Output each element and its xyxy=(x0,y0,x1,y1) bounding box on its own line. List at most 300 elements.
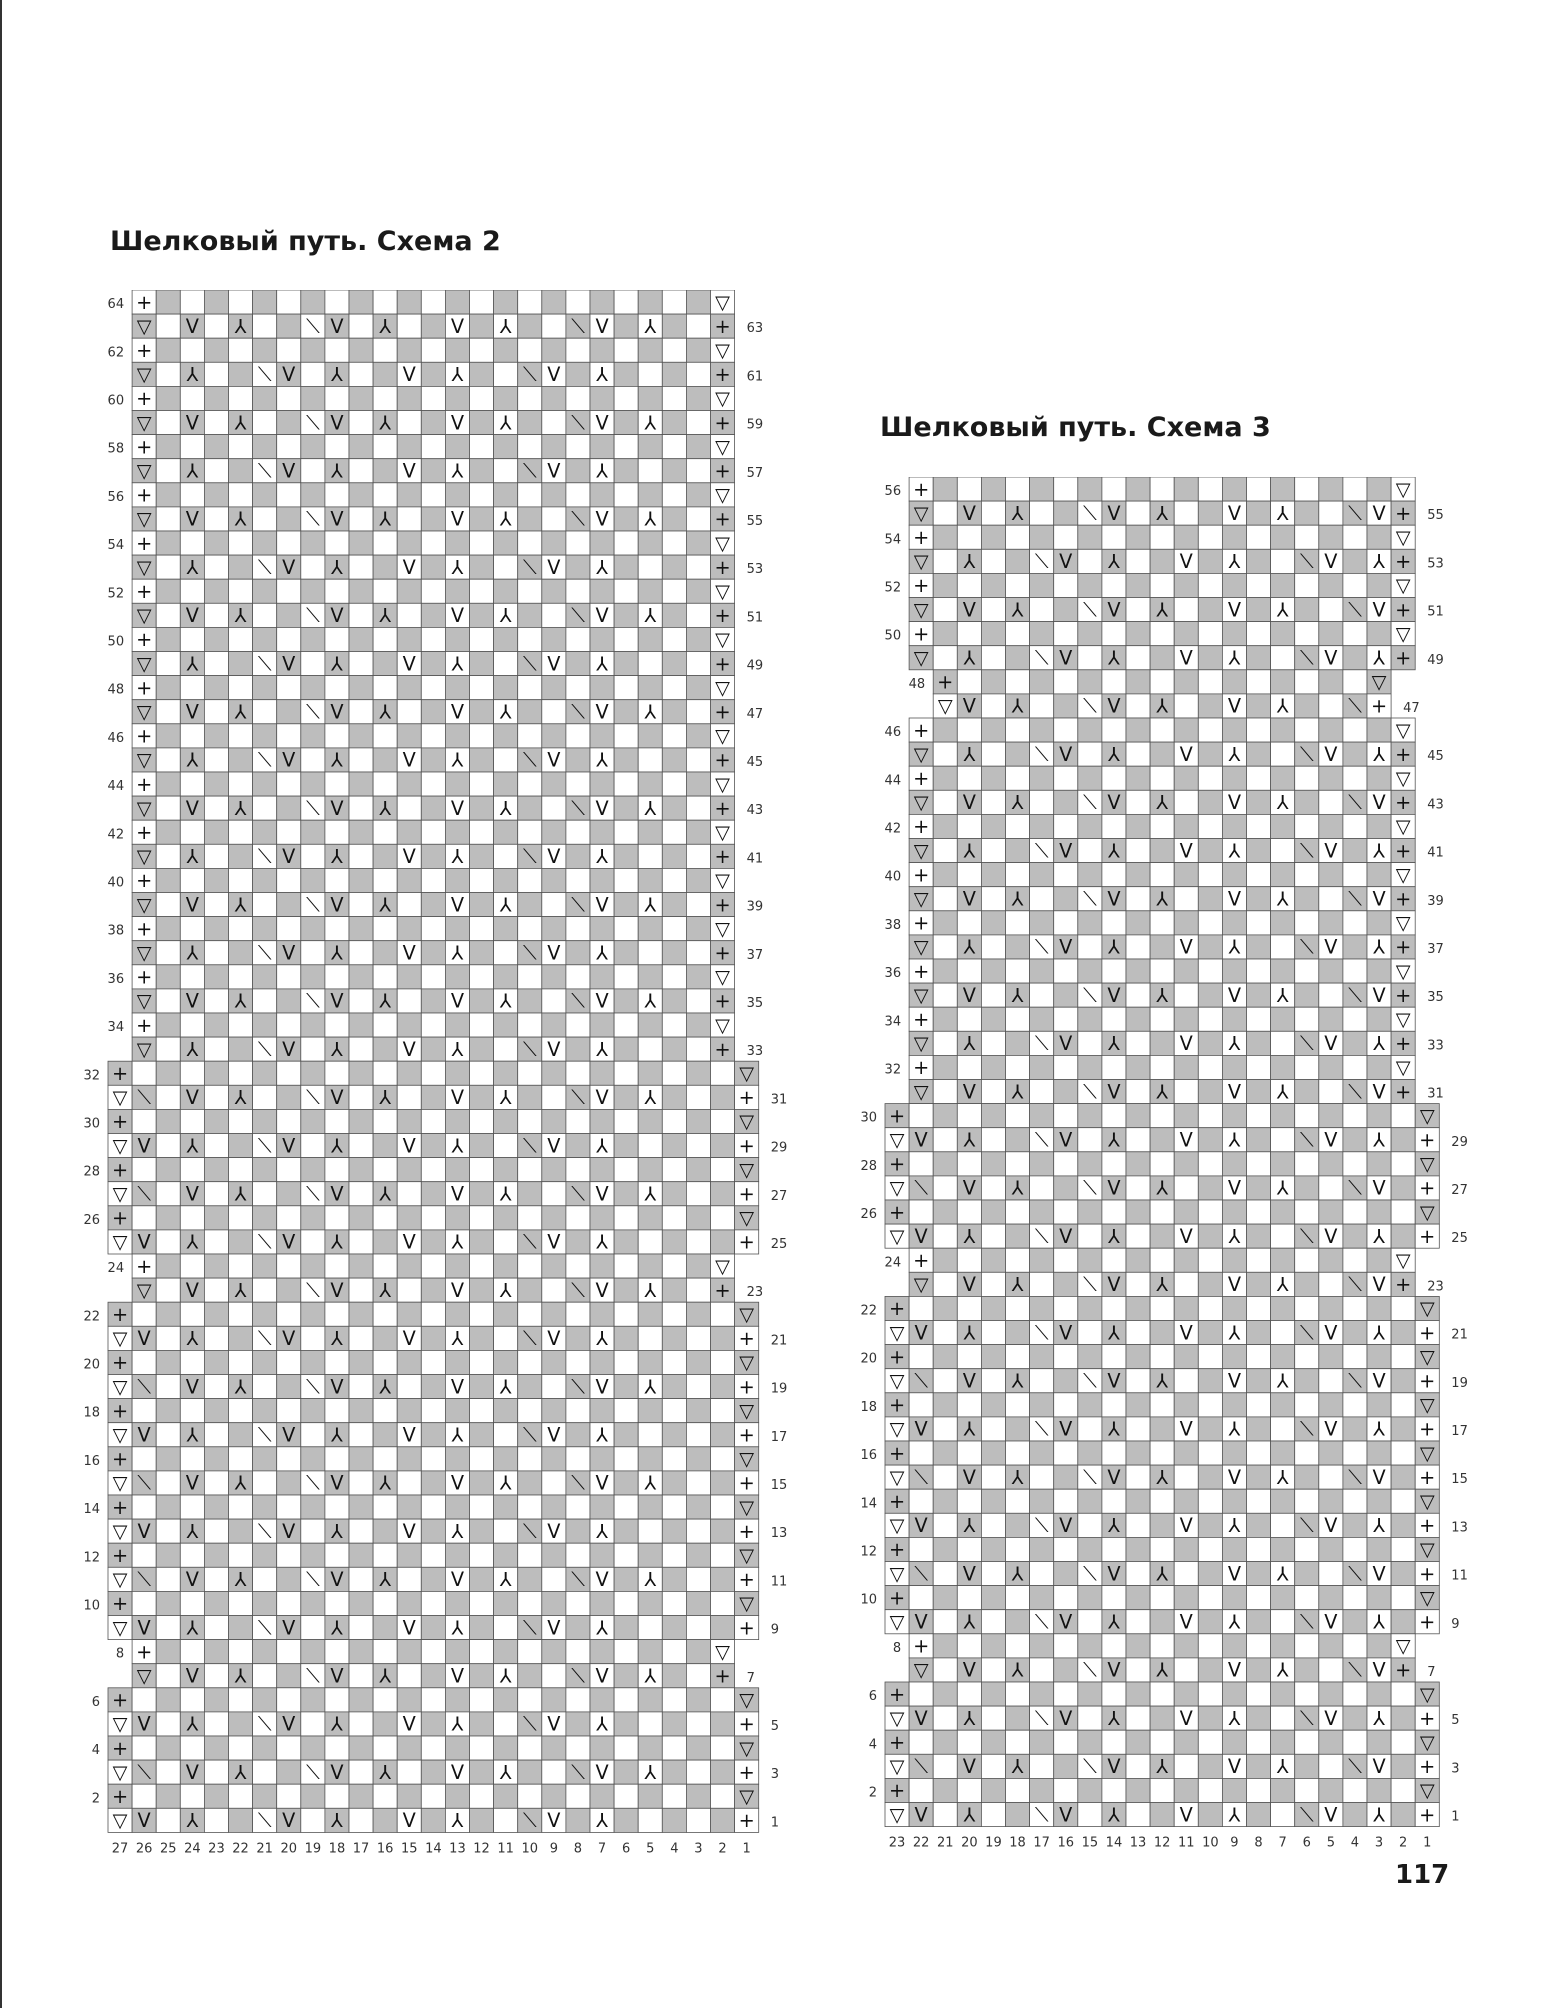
scheme2-cell xyxy=(349,796,373,820)
scheme3-cell xyxy=(909,1586,933,1610)
scheme2-cell xyxy=(277,868,301,892)
scheme3-cell xyxy=(1174,1489,1198,1513)
scheme3-cell xyxy=(1006,959,1030,983)
scheme3-cell xyxy=(1198,935,1222,959)
scheme2-cell xyxy=(638,1158,662,1182)
scheme3-row-number: 11 xyxy=(1451,1568,1468,1584)
scheme3-row-number: 25 xyxy=(1451,1231,1468,1247)
scheme2-cell xyxy=(349,314,373,338)
scheme2-cell xyxy=(373,483,397,507)
scheme2-stitch-symbol: ⅄ xyxy=(451,1037,464,1061)
scheme3-cell xyxy=(1198,598,1222,622)
scheme3-stitch-symbol: ▽ xyxy=(889,1369,905,1393)
scheme2-cell xyxy=(686,507,710,531)
scheme2-stitch-symbol: + xyxy=(738,1809,755,1833)
scheme3-cell xyxy=(1078,1104,1102,1128)
scheme2-cell xyxy=(614,868,638,892)
scheme2-cell xyxy=(711,1230,735,1254)
scheme2-row-number: 53 xyxy=(746,562,764,578)
scheme2-cell xyxy=(662,700,686,724)
scheme2-stitch-symbol: ⅄ xyxy=(451,845,464,869)
scheme3-cell xyxy=(1295,911,1319,935)
scheme3-cell xyxy=(1319,525,1343,549)
scheme2-cell xyxy=(614,435,638,459)
scheme2-row-number: 15 xyxy=(770,1477,788,1493)
scheme2-stitch-symbol: + xyxy=(111,1447,129,1471)
scheme2-cell xyxy=(590,1736,614,1760)
scheme2-cell xyxy=(470,1736,494,1760)
scheme3-cell xyxy=(1078,477,1102,501)
scheme3-cell xyxy=(1174,1465,1198,1489)
scheme2-cell xyxy=(470,1712,494,1736)
scheme2-cell xyxy=(542,700,566,724)
scheme2-stitch-symbol: ⟍ xyxy=(257,1230,272,1254)
scheme2-cell xyxy=(470,1013,494,1037)
scheme3-row-number: 49 xyxy=(1427,652,1444,668)
scheme2-column-number: 16 xyxy=(376,1841,394,1857)
scheme2-stitch-symbol: ⅄ xyxy=(596,1134,608,1158)
scheme2-cell xyxy=(614,676,638,700)
scheme2-cell xyxy=(397,1688,421,1712)
scheme3-cell xyxy=(1174,1296,1198,1320)
scheme3-cell xyxy=(1271,1248,1295,1272)
scheme3-stitch-symbol: V xyxy=(1324,1224,1338,1248)
scheme2-cell xyxy=(156,483,180,507)
scheme2-cell xyxy=(662,627,686,651)
scheme3-cell xyxy=(1102,1345,1126,1369)
scheme2-cell xyxy=(253,724,277,748)
scheme2-cell xyxy=(397,1760,421,1784)
scheme3-stitch-symbol: V xyxy=(1107,791,1121,815)
scheme2-cell xyxy=(204,748,228,772)
scheme3-stitch-symbol: ⅄ xyxy=(1108,550,1120,574)
scheme3-cell xyxy=(1030,814,1054,838)
scheme2-cell xyxy=(590,917,614,941)
scheme3-cell xyxy=(1150,1803,1174,1827)
scheme3-cell xyxy=(1126,694,1150,718)
scheme3-cell xyxy=(1126,1803,1150,1827)
scheme2-cell xyxy=(421,338,445,362)
scheme2-cell xyxy=(518,893,542,917)
scheme3-cell xyxy=(1198,1152,1222,1176)
scheme3-stitch-symbol: ▽ xyxy=(913,550,929,574)
scheme3-stitch-symbol: + xyxy=(1419,1176,1436,1200)
scheme2-cell xyxy=(542,1158,566,1182)
scheme2-cell xyxy=(349,868,373,892)
scheme2-cell xyxy=(301,459,325,483)
scheme2-cell xyxy=(518,627,542,651)
scheme3-stitch-symbol: ⅄ xyxy=(1011,1465,1024,1489)
scheme2-cell xyxy=(590,1399,614,1423)
scheme2-stitch-symbol: ⅄ xyxy=(379,1086,392,1110)
scheme2-stitch-symbol: ⅄ xyxy=(331,1809,343,1833)
scheme2-cell xyxy=(301,1037,325,1061)
scheme3-stitch-symbol: ▽ xyxy=(1419,1345,1435,1369)
scheme2-cell xyxy=(662,507,686,531)
scheme2-cell xyxy=(638,483,662,507)
scheme2-cell xyxy=(204,1423,228,1447)
scheme2-cell xyxy=(638,338,662,362)
scheme3-cell xyxy=(981,477,1005,501)
scheme3-cell xyxy=(933,790,957,814)
scheme3-cell xyxy=(1271,646,1295,670)
scheme2-stitch-symbol: + xyxy=(714,1278,731,1302)
scheme3-cell xyxy=(981,863,1005,887)
scheme2-cell xyxy=(397,435,421,459)
scheme2-cell xyxy=(156,1134,180,1158)
scheme3-cell xyxy=(1006,1417,1030,1441)
scheme2-cell xyxy=(132,1688,156,1712)
scheme2-cell xyxy=(686,1158,710,1182)
scheme2-row-number: 16 xyxy=(83,1453,100,1469)
scheme2-cell xyxy=(686,411,710,435)
scheme3-cell xyxy=(1150,1055,1174,1079)
scheme2-cell xyxy=(566,1591,590,1615)
scheme2-stitch-symbol: V xyxy=(185,1375,199,1399)
scheme3-cell xyxy=(1295,1176,1319,1200)
scheme2-cell xyxy=(397,1664,421,1688)
scheme2-cell xyxy=(301,1230,325,1254)
scheme2-cell xyxy=(686,1326,710,1350)
scheme3-stitch-symbol: V xyxy=(1107,1273,1121,1297)
scheme2-cell xyxy=(277,724,301,748)
scheme3-row-number: 50 xyxy=(884,628,902,644)
scheme2-cell xyxy=(470,941,494,965)
scheme2-stitch-symbol: V xyxy=(595,1278,609,1302)
scheme2-stitch-symbol: V xyxy=(450,1182,465,1206)
scheme2-cell xyxy=(373,1688,397,1712)
scheme2-cell xyxy=(494,1447,518,1471)
scheme2-cell xyxy=(662,386,686,410)
scheme2-cell xyxy=(229,941,253,965)
scheme3-cell xyxy=(1030,1754,1054,1778)
scheme3-stitch-symbol: ⟍ xyxy=(1034,1803,1049,1827)
scheme3-stitch-symbol: V xyxy=(1179,1514,1193,1538)
scheme2-stitch-symbol: ⅄ xyxy=(186,652,199,676)
scheme2-stitch-symbol: V xyxy=(450,1086,465,1110)
scheme3-cell xyxy=(981,1706,1005,1730)
scheme2-stitch-symbol: + xyxy=(136,1013,153,1037)
scheme3-cell xyxy=(1078,1706,1102,1730)
scheme2-cell xyxy=(325,483,349,507)
scheme2-stitch-symbol: + xyxy=(738,1519,755,1543)
scheme2-stitch-symbol: ⟍ xyxy=(523,555,537,579)
scheme3-cell xyxy=(1295,1682,1319,1706)
scheme2-cell xyxy=(662,1616,686,1640)
scheme3-row-number: 22 xyxy=(860,1303,877,1319)
scheme3-cell xyxy=(1319,1489,1343,1513)
scheme3-stitch-symbol: ▽ xyxy=(1395,574,1411,598)
scheme3-stitch-symbol: V xyxy=(1372,1273,1386,1297)
scheme2-stitch-symbol: + xyxy=(738,1327,755,1351)
scheme3-cell xyxy=(933,1007,957,1031)
scheme2-cell xyxy=(397,1109,421,1133)
scheme3-cell xyxy=(981,1104,1005,1128)
scheme3-cell xyxy=(1271,1007,1295,1031)
scheme2-cell xyxy=(301,1616,325,1640)
scheme3-stitch-symbol: + xyxy=(888,1538,906,1562)
scheme3-cell xyxy=(1126,1369,1150,1393)
scheme2-cell xyxy=(373,1254,397,1278)
scheme3-cell xyxy=(1030,525,1054,549)
scheme3-cell xyxy=(1126,646,1150,670)
scheme3-cell xyxy=(1150,1417,1174,1441)
scheme3-stitch-symbol: ⅄ xyxy=(1011,1369,1024,1393)
scheme3-stitch-symbol: ⅄ xyxy=(1156,1369,1169,1393)
scheme3-stitch-symbol: ⟍ xyxy=(1348,501,1362,525)
scheme2-cell xyxy=(686,555,710,579)
scheme2-cell xyxy=(614,483,638,507)
scheme2-cell xyxy=(180,531,204,555)
scheme2-row-number: 63 xyxy=(746,321,764,337)
scheme2-cell xyxy=(445,1543,469,1567)
scheme3-stitch-symbol: ▽ xyxy=(889,1610,905,1634)
scheme2-stitch-symbol: ⅄ xyxy=(331,1037,343,1061)
scheme2-cell xyxy=(277,893,301,917)
scheme2-cell xyxy=(590,579,614,603)
scheme3-stitch-symbol: + xyxy=(1395,742,1412,766)
scheme2-stitch-symbol: ▽ xyxy=(136,700,152,724)
scheme2-cell xyxy=(156,1688,180,1712)
scheme2-stitch-symbol: ▽ xyxy=(136,1664,152,1688)
scheme3-cell xyxy=(1391,1754,1415,1778)
scheme2-cell xyxy=(638,362,662,386)
scheme3-row-number: 19 xyxy=(1451,1375,1468,1391)
scheme3-cell xyxy=(1054,694,1078,718)
scheme2-cell xyxy=(229,1302,253,1326)
scheme3-stitch-symbol: ⅄ xyxy=(963,1321,976,1345)
scheme2-cell xyxy=(229,1591,253,1615)
scheme3-stitch-symbol: ⅄ xyxy=(1108,646,1120,670)
scheme2-cell xyxy=(470,1808,494,1832)
scheme3-cell xyxy=(1198,1393,1222,1417)
scheme3-stitch-symbol: ▽ xyxy=(889,1128,905,1152)
scheme3-cell xyxy=(1150,646,1174,670)
scheme3-cell xyxy=(1319,766,1343,790)
scheme2-stitch-symbol: ⅄ xyxy=(379,700,392,724)
scheme3-cell xyxy=(1343,1345,1367,1369)
scheme3-stitch-symbol: + xyxy=(913,1248,930,1272)
scheme2-cell xyxy=(542,507,566,531)
scheme3-cell xyxy=(1006,670,1030,694)
scheme3-stitch-symbol: ▽ xyxy=(913,1273,929,1297)
scheme2-cell xyxy=(180,1495,204,1519)
scheme2-row-number: 11 xyxy=(770,1574,788,1590)
scheme3-stitch-symbol: V xyxy=(1059,1321,1073,1345)
scheme3-cell xyxy=(1174,622,1198,646)
scheme3-row-number: 26 xyxy=(860,1207,877,1223)
scheme2-stitch-symbol: V xyxy=(402,941,416,965)
scheme3-stitch-symbol: + xyxy=(888,1345,906,1369)
scheme3-column-number: 4 xyxy=(1350,1835,1360,1851)
scheme3-stitch-symbol: ⟍ xyxy=(1300,1514,1314,1538)
scheme2-cell xyxy=(445,627,469,651)
scheme2-stitch-symbol: ⅄ xyxy=(596,1327,608,1351)
scheme3-stitch-symbol: ▽ xyxy=(889,1803,905,1827)
scheme3-cell xyxy=(1006,1706,1030,1730)
scheme2-cell xyxy=(180,868,204,892)
scheme2-cell xyxy=(542,1543,566,1567)
scheme2-stitch-symbol: ⅄ xyxy=(186,845,199,869)
scheme2-cell xyxy=(253,1399,277,1423)
scheme3-cell xyxy=(1198,573,1222,597)
scheme2-cell xyxy=(421,1037,445,1061)
scheme2-cell xyxy=(229,1206,253,1230)
scheme2-cell xyxy=(686,796,710,820)
scheme2-cell xyxy=(373,1808,397,1832)
scheme2-stitch-symbol: + xyxy=(111,1061,129,1085)
scheme2-cell xyxy=(301,1061,325,1085)
scheme3-stitch-symbol: V xyxy=(1227,1273,1242,1297)
scheme2-row-number: 12 xyxy=(83,1550,100,1566)
scheme3-cell xyxy=(981,1778,1005,1802)
scheme3-stitch-symbol: ⅄ xyxy=(1228,550,1241,574)
scheme3-stitch-symbol: ⅄ xyxy=(963,935,976,959)
scheme2-stitch-symbol: ⅄ xyxy=(234,314,247,338)
scheme2-cell xyxy=(711,1688,735,1712)
scheme2-cell xyxy=(156,362,180,386)
scheme3-cell xyxy=(1247,1224,1271,1248)
scheme3-cell xyxy=(1006,1152,1030,1176)
scheme2-cell xyxy=(253,338,277,362)
scheme3-cell xyxy=(1150,766,1174,790)
scheme2-cell xyxy=(518,1350,542,1374)
scheme3-cell xyxy=(981,911,1005,935)
scheme2-row-number: 42 xyxy=(107,827,125,843)
scheme2-cell xyxy=(229,1134,253,1158)
scheme2-cell xyxy=(325,1447,349,1471)
scheme2-cell xyxy=(325,531,349,555)
scheme2-cell xyxy=(301,868,325,892)
scheme3-cell xyxy=(1271,959,1295,983)
scheme3-cell xyxy=(933,1537,957,1561)
scheme2-cell xyxy=(204,868,228,892)
scheme3-cell xyxy=(1247,1658,1271,1682)
scheme3-cell xyxy=(1198,1007,1222,1031)
scheme2-cell xyxy=(590,1447,614,1471)
scheme2-stitch-symbol: ⅄ xyxy=(596,1423,608,1447)
scheme3-cell xyxy=(1150,525,1174,549)
scheme2-cell xyxy=(253,1567,277,1591)
scheme2-cell xyxy=(301,1543,325,1567)
scheme3-cell xyxy=(1222,525,1246,549)
scheme3-row-number: 9 xyxy=(1451,1616,1460,1632)
scheme2-cell xyxy=(542,386,566,410)
scheme2-cell xyxy=(638,1013,662,1037)
scheme3-cell xyxy=(1006,766,1030,790)
scheme3-cell xyxy=(1030,694,1054,718)
scheme2-cell xyxy=(204,1254,228,1278)
scheme2-stitch-symbol: + xyxy=(738,1471,755,1495)
scheme2-cell xyxy=(445,1399,469,1423)
scheme2-cell xyxy=(373,1134,397,1158)
scheme2-cell xyxy=(349,627,373,651)
scheme2-stitch-symbol: + xyxy=(136,387,153,411)
scheme2-stitch-symbol: ▽ xyxy=(715,1013,730,1037)
scheme3-row-number: 47 xyxy=(1403,700,1420,716)
scheme2-cell xyxy=(204,820,228,844)
scheme3-cell xyxy=(1271,573,1295,597)
scheme3-cell xyxy=(1367,1152,1391,1176)
scheme3-stitch-symbol: ⅄ xyxy=(1108,1321,1120,1345)
scheme2-stitch-symbol: ⅄ xyxy=(451,1519,464,1543)
scheme3-cell xyxy=(1319,1586,1343,1610)
scheme2-stitch-symbol: ⅄ xyxy=(186,1809,199,1833)
scheme2-stitch-symbol: V xyxy=(547,1712,561,1736)
scheme2-stitch-symbol: + xyxy=(136,290,153,314)
scheme3-row-number: 10 xyxy=(860,1592,877,1608)
scheme2-cell xyxy=(421,1784,445,1808)
scheme2-stitch-symbol: + xyxy=(714,1664,731,1688)
scheme3-stitch-symbol: ▽ xyxy=(889,1321,905,1345)
scheme2-cell xyxy=(421,1085,445,1109)
scheme2-cell xyxy=(277,1567,301,1591)
scheme2-stitch-symbol: V xyxy=(547,652,561,676)
scheme2-cell xyxy=(156,1519,180,1543)
scheme3-cell xyxy=(1006,1007,1030,1031)
scheme2-stitch-symbol: + xyxy=(136,869,153,893)
scheme2-cell xyxy=(638,1350,662,1374)
scheme2-cell xyxy=(638,965,662,989)
scheme2-cell xyxy=(204,989,228,1013)
scheme2-cell xyxy=(301,1688,325,1712)
scheme3-cell xyxy=(981,887,1005,911)
scheme2-cell xyxy=(301,1519,325,1543)
scheme2-cell xyxy=(397,700,421,724)
scheme2-cell xyxy=(301,1423,325,1447)
scheme3-cell xyxy=(1078,863,1102,887)
scheme2-cell xyxy=(421,748,445,772)
scheme3-cell xyxy=(1030,1104,1054,1128)
scheme2-stitch-symbol: ⅄ xyxy=(451,1134,464,1158)
scheme2-cell xyxy=(542,1061,566,1085)
scheme3-cell xyxy=(1150,1778,1174,1802)
scheme2-cell xyxy=(614,724,638,748)
scheme3-stitch-symbol: + xyxy=(1419,1128,1436,1152)
scheme3-cell xyxy=(1271,622,1295,646)
scheme2-cell xyxy=(325,724,349,748)
scheme3-column-number: 13 xyxy=(1129,1835,1147,1851)
scheme3-stitch-symbol: ▽ xyxy=(889,1562,905,1586)
scheme3-cell xyxy=(1343,549,1367,573)
scheme3-cell xyxy=(1078,1537,1102,1561)
scheme3-cell xyxy=(1150,1634,1174,1658)
scheme2-cell xyxy=(325,1109,349,1133)
scheme2-cell xyxy=(614,700,638,724)
scheme2-cell xyxy=(518,603,542,627)
scheme2-cell xyxy=(397,1399,421,1423)
scheme2-cell xyxy=(325,1543,349,1567)
scheme3-stitch-symbol: ▽ xyxy=(1419,1779,1435,1803)
scheme3-cell xyxy=(1030,1369,1054,1393)
scheme3-row-number: 51 xyxy=(1427,604,1444,620)
scheme2-cell xyxy=(277,1688,301,1712)
scheme2-cell xyxy=(373,1158,397,1182)
scheme2-row-number: 46 xyxy=(107,730,125,746)
scheme2-stitch-symbol: ▽ xyxy=(112,1568,128,1592)
scheme3-cell xyxy=(933,1803,957,1827)
scheme2-cell xyxy=(253,1495,277,1519)
scheme3-cell xyxy=(1343,1682,1367,1706)
scheme3-cell xyxy=(1078,742,1102,766)
scheme2-cell xyxy=(686,820,710,844)
scheme2-cell xyxy=(156,314,180,338)
scheme2-row-number: 22 xyxy=(83,1309,100,1325)
scheme3-cell xyxy=(1319,911,1343,935)
scheme2-cell xyxy=(614,917,638,941)
scheme3-stitch-symbol: + xyxy=(888,1393,906,1417)
scheme2-cell xyxy=(614,1567,638,1591)
